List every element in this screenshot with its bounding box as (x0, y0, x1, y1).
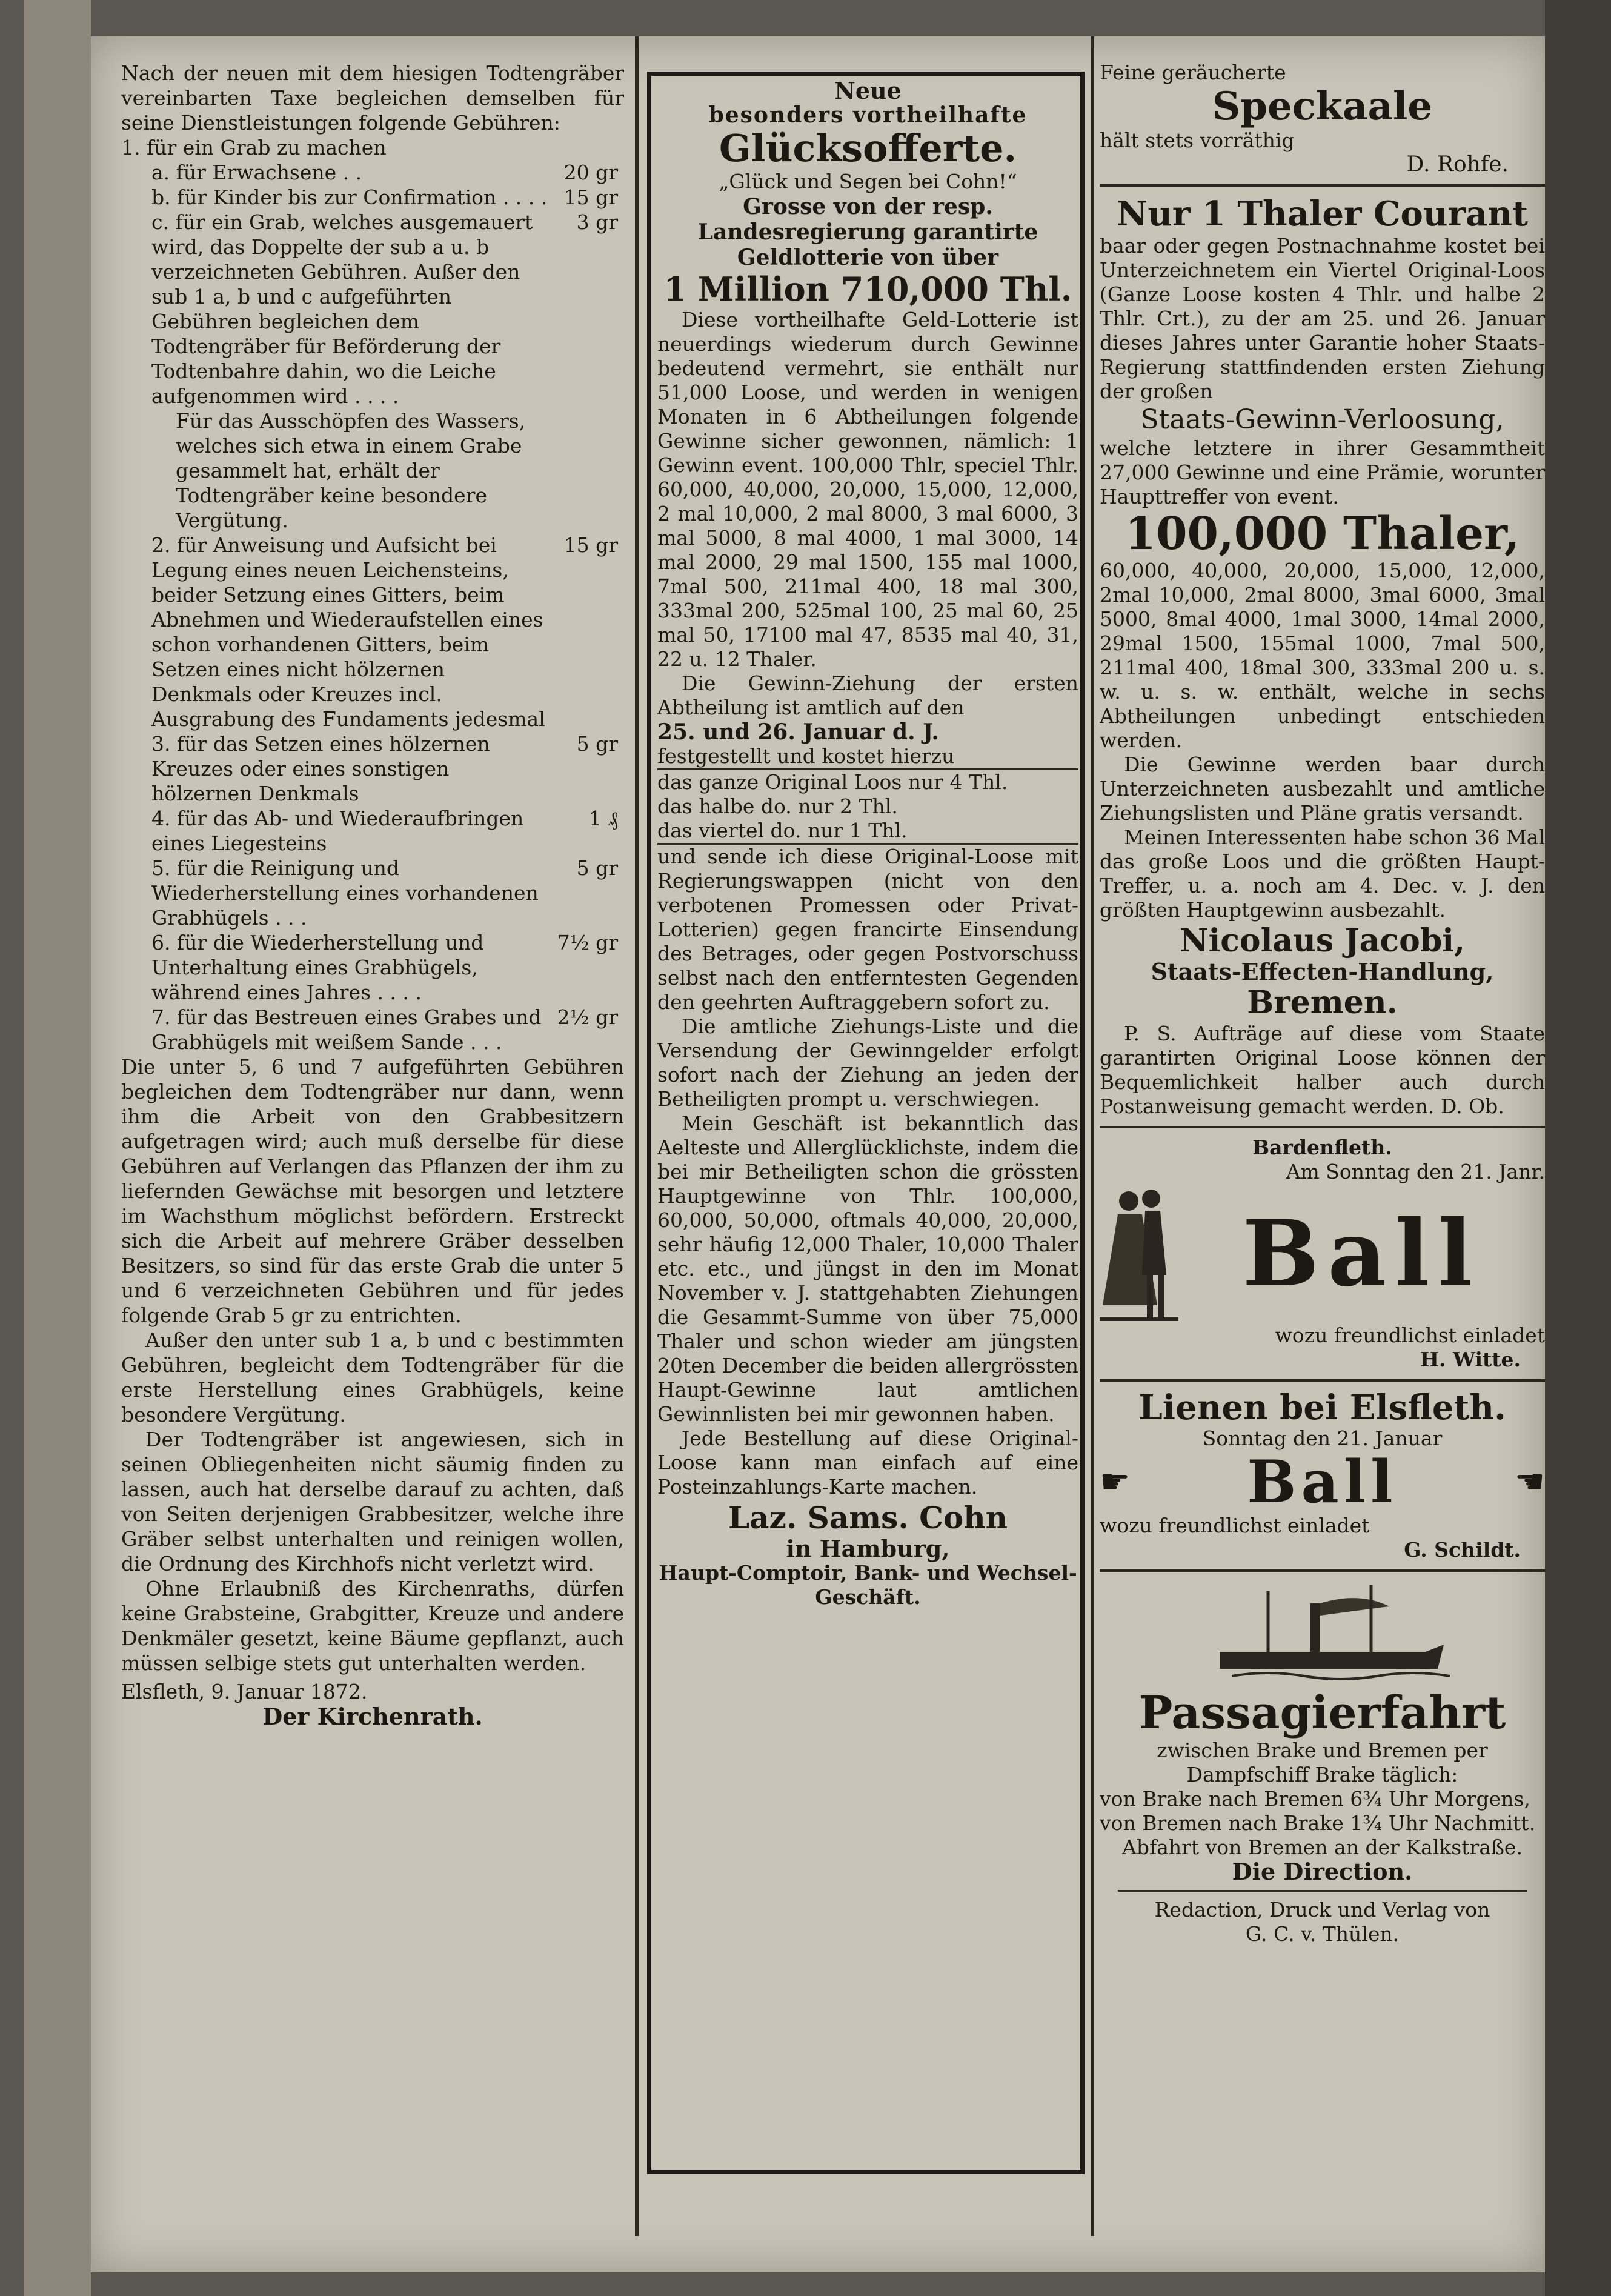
eel-ad-title: Speckaale (1212, 84, 1432, 129)
fee-note: Für das Ausschöpfen des Wassers, welches sich etwa in einem Grabe gesammelt hat, erhält der Todtengräber keine besondere Vergütung. (176, 409, 526, 532)
jacobi-ad-numbers: 60,000, 40,000, 20,000, 15,000, 12,000, 2mal 10,000, 2mal 8000, 3mal 6000, 3mal 5000, 8mal 4000, 1mal 3000, 14mal 2000, 29mal 1500, 155mal 1000, 7mal 500, 211mal 400, 18mal 300, 333mal 200 u. s. w. u. s. w. enthält, welche in sechs Abtheilungen unbedingt entschieden werden. (1100, 559, 1545, 752)
jacobi-ad-heading: Staats-Gewinn-Verloosung, (1140, 404, 1504, 435)
jacobi-ad-name: Nicolaus Jacobi, (1179, 922, 1466, 959)
dancing-couple-illustration (1100, 1184, 1178, 1323)
notice-date: Elsfleth, 9. Januar 1872. (121, 1680, 368, 1703)
ball1-title: Ball (1242, 1200, 1481, 1307)
ball1-row (1100, 1184, 1545, 1323)
ball1-date: Am Sonntag den 21. Janr. (1286, 1160, 1545, 1183)
fee-paragraph: Außer den unter sub 1 a, b und c bestimmten Gebühren, begleicht dem Todtengräber für die erste Herstellung eines Grabhügels, keine besondere Vergütung. (121, 1328, 624, 1426)
page-edge-left (24, 0, 91, 2296)
ad-separator (1100, 1569, 1545, 1572)
column-rule-1 (635, 36, 639, 2236)
ad-draw-date: 25. und 26. Januar d. J. (657, 719, 939, 745)
ferry-sign: Die Direction. (1232, 1858, 1413, 1885)
fee-item: 3. für das Setzen eines hölzernen Kreuzes oder eines sonstigen hölzernen Denkmals 5 gr (151, 732, 618, 805)
ad-body: Mein Geschäft ist bekanntlich das Aelteste und Allerglücklichste, indem die bei mir Betheiligten schon die grössten Hauptgewinne von Thlr. 100,000, 60,000, 50,000, oftmals 40,000, 20,000, sehr häufig 12,000 Thaler, 10,000 Thaler etc. etc., und jüngst in den im Monat November v. J. stattgehabten Ziehungen die Gesammt-Summe von über 75,000 Thaler und schon wieder am jüngsten 20ten December die beiden allergrössten Haupt-Gewinne laut amtlichen Gewinnlisten bei mir gewonnen haben. (657, 1111, 1078, 1426)
ad-heading-new: Neue (834, 79, 902, 104)
ad-title: Glücksofferte. (719, 126, 1017, 170)
jacobi-ad-body: welche letztere in ihrer Gesammtheit 27,000 Gewinne und eine Prämie, worunter Haupttreffer von event. (1100, 436, 1545, 508)
ball2-place: Lienen bei Elsfleth. (1138, 1388, 1506, 1428)
lottery-ad (657, 79, 1078, 1609)
jacobi-ad-body: Meinen Interessenten habe schon 36 Mal das große Loos und die größten Haupt-Treffer, u. a. noch am 4. Dec. v. J. den größten Hauptgewinn ausbezahlt. (1100, 825, 1545, 922)
ad-price-whole: das ganze Original Loos nur 4 Thl. (657, 768, 1078, 794)
fee-paragraph: Ohne Erlaubniß des Kirchenraths, dürfen keine Grabsteine, Grabgitter, Kreuze und andere Denkmäler gesetzt, keine Bäume gepflanzt, auch müssen selbige stets gut unterhalten werden. (121, 1577, 624, 1675)
ad-body: und sende ich diese Original-Loose mit Regierungswappen (nicht von den verbotenen Promessen oder Privat-Lotterien) gegen francirte Einsendung des Betrages, oder gegen Postvorschuss selbst nach den entferntesten Gegenden den geehrten Auftraggebern sofort zu. (657, 845, 1078, 1014)
fee-item: 4. für das Ab- und Wiederaufbringen eines Liegesteins 1 ₰ (151, 807, 618, 855)
ad-heading-sub: besonders vortheilhafte (708, 102, 1028, 128)
eel-ad-line: hält stets vorräthig (1100, 128, 1295, 152)
ball1-invite: wozu freundlichst einladet (1275, 1323, 1545, 1347)
ad-merchant-office: Haupt-Comptoir, Bank- und Wechsel-Geschäft. (659, 1561, 1077, 1609)
ferry-line: von Brake nach Bremen 6¾ Uhr Morgens, (1100, 1787, 1530, 1811)
page-edge-right (1545, 0, 1611, 2296)
fee-paragraph: Die unter 5, 6 und 7 aufgeführten Gebühren begleichen dem Todtengräber nur dann, wenn ihm die Arbeit von den Grabbesitzern aufgetragen wird; auch muß derselbe für diese Gebühren auf Verlangen das Pflanzen der ihm zu liefernden Gewächse mit besorgen und letztere im Wachsthum möglichst befördern. Erstreckt sich die Arbeit auf mehrere Gräber desselben Besitzers, so sind für das erste Grab die unter 5 und 6 verzeichneten Gebühren und für jedes folgende Grab 5 gr zu entrichten. (121, 1055, 624, 1327)
ad-body: Die Gewinn-Ziehung der ersten Abtheilung ist amtlich auf den (657, 671, 1078, 719)
ball2-title: Ball (1247, 1448, 1398, 1516)
ad-price-half: das halbe do. nur 2 Thl. (657, 794, 898, 818)
ad-merchant-city: in Hamburg, (786, 1535, 950, 1562)
ad-body: festgestellt und kostet hierzu (657, 744, 955, 768)
ad-price-quarter: das viertel do. nur 1 Thl. (657, 819, 1078, 845)
ball2-date: Sonntag den 21. Januar (1202, 1426, 1443, 1450)
jacobi-ad-prize: 100,000 Thaler, (1124, 508, 1520, 560)
eel-ad-line: Feine geräucherte (1100, 61, 1286, 84)
ad-motto: „Glück und Segen bei Cohn!“ (719, 170, 1017, 193)
jacobi-ad-firm: Staats-Effecten-Handlung, (1151, 958, 1494, 985)
column-rule-2 (1091, 36, 1094, 2236)
ad-separator (1118, 1890, 1527, 1892)
ad-body: Diese vortheilhafte Geld-Lotterie ist neuerdings wiederum durch Gewinne bedeutend vermehrt, sie enthält nur 51,000 Loose, und werden in wenigen Monaten in 6 Abtheilungen folgende Gewinne sicher gewonnen, nämlich: 1 Gewinn event. 100,000 Thlr, speciel Thlr. 60,000, 40,000, 20,000, 15,000, 12,000, 2 mal 10,000, 2 mal 8000, 3 mal 6000, 3 mal 5000, 8 mal 4000, 1 mal 3000, 14 mal 2000, 29 mal 1500, 155 mal 1000, 7mal 500, 211mal 400, 18 mal 300, 333mal 200, 525mal 100, 25 mal 60, 25 mal 50, 17100 mal 47, 8535 mal 40, 31, 22 u. 12 Thaler. (657, 308, 1078, 671)
left-column (121, 61, 624, 1729)
eel-ad-sign: D. Rohfe. (1406, 152, 1509, 177)
ad-total-amount: 1 Million 710,000 Thl. (663, 270, 1072, 308)
ad-separator (1100, 1379, 1545, 1382)
fee-item: 7. für das Bestreuen eines Grabes und Grabhügels mit weißem Sande . . . 2½ gr (151, 1005, 618, 1054)
ad-body: Die amtliche Ziehungs-Liste und die Versendung der Gewinngelder erfolgt sofort nach der Ziehung an jeden der Betheiligten prompt u. verschwiegen. (657, 1014, 1078, 1111)
ball2-row (1100, 1448, 1545, 1516)
fee-item: 2. für Anweisung und Aufsicht bei Legung eines neuen Leichensteins, beider Setzung eines Gitters, beim Abnehmen und Wiederaufstellen eines schon vorhandenen Gitters, beim Setzen eines nicht hölzernen Denkmals oder Kreuzes incl. Ausgrabung des Fundaments jedesmal 15 gr (151, 533, 618, 731)
ferry-title: Passagierfahrt (1138, 1687, 1506, 1739)
ad-body: Jede Bestellung auf diese Original-Loose kann man einfach auf eine Posteinzahlungs-Karte machen. (657, 1426, 1078, 1499)
jacobi-ad-body: Die Gewinne werden baar durch Unterzeichneten ausbezahlt und amtliche Ziehungslisten und Pläne gratis versandt. (1100, 753, 1545, 825)
fee-item: 6. für die Wiederherstellung und Unterhaltung eines Grabhügels, während eines Jahres . . . . 7½ gr (151, 931, 618, 1004)
imprint-publisher: G. C. v. Thülen. (1245, 1922, 1400, 1946)
jacobi-ad-city: Bremen. (1247, 984, 1398, 1021)
fee-intro: Nach der neuen mit dem hiesigen Todtengräber vereinbarten Taxe begleichen demselben für seine Dienstleistungen folgende Gebühren: (121, 61, 624, 135)
ball1-place: Bardenfleth. (1252, 1136, 1392, 1159)
ball2-sign: G. Schildt. (1404, 1538, 1521, 1562)
ferry-line: zwischen Brake und Bremen per Dampfschiff Brake täglich: (1157, 1739, 1488, 1786)
right-column (1100, 61, 1545, 1946)
jacobi-ad-body: baar oder gegen Postnachnahme kostet bei Unterzeichnetem ein Viertel Original-Loos (Ganze Loose kosten 4 Thlr. und halbe 2 Thlr. Crt.), zu der am 25. und 26. Januar dieses Jahres unter Garantie hoher Staats-Regierung stattfindenden ersten Ziehung der großen (1100, 234, 1545, 403)
imprint-line: Redaction, Druck und Verlag von (1154, 1898, 1490, 1922)
fee-item: 1. für ein Grab zu machen (121, 136, 387, 159)
jacobi-ad-title: Nur 1 Thaler Courant (1117, 194, 1528, 234)
fee-item: 5. für die Reinigung und Wiederherstellung eines vorhandenen Grabhügels . . . 5 gr (151, 856, 618, 930)
ad-lottery-desc: Grosse von der resp. Landesregierung garantirte Geldlotterie von über (697, 194, 1038, 270)
pointing-hand-left-icon: ☚ (1514, 1462, 1545, 1502)
ferry-line: Abfahrt von Bremen an der Kalkstraße. (1122, 1835, 1523, 1859)
ball2-invite: wozu freundlichst einladet (1100, 1514, 1370, 1537)
fee-item: c. für ein Grab, welches ausgemauert wird, das Doppelte der sub a u. b verzeichneten Gebühren. Außer den sub 1 a, b und c aufgeführten Gebühren begleichen dem Todtengräber für Beförderung der Todtenbahre dahin, wo die Leiche aufgenommen wird . . . . 3 gr (151, 210, 618, 408)
fee-item: a. für Erwachsene . . 20 gr (151, 161, 618, 184)
fee-item: b. für Kinder bis zur Confirmation . . . . 15 gr (151, 185, 618, 209)
ferry-line: von Bremen nach Brake 1¾ Uhr Nachmitt. (1100, 1811, 1536, 1835)
pointing-hand-icon: ☛ (1100, 1462, 1131, 1502)
steamship-icon (1195, 1579, 1450, 1682)
ad-separator (1100, 1126, 1545, 1128)
fee-paragraph: Der Todtengräber ist angewiesen, sich in seinen Obliegenheiten nicht säumig finden zu lassen, auch hat derselbe darauf zu achten, daß von Seiten derjenigen Grabbesitzer, welche ihre Gräber selbst unterhalten und reinigen wollen, die Ordnung des Kirchhofs nicht verletzt wird. (121, 1428, 624, 1576)
jacobi-ad-ps: P. S. Aufträge auf diese vom Staate garantirten Original Loose können der Bequemlichkeit halber auch durch Postanweisung gemacht werden. D. Ob. (1100, 1022, 1545, 1118)
jacobi-ad-ps-sign: D. Ob. (1440, 1094, 1504, 1118)
ad-merchant-name: Laz. Sams. Cohn (728, 1500, 1008, 1536)
ad-separator (1100, 184, 1545, 187)
notice-signature: Der Kirchenrath. (262, 1703, 483, 1729)
ball1-sign: H. Witte. (1420, 1348, 1521, 1371)
steamship-illustration-wrap (1100, 1579, 1545, 1688)
